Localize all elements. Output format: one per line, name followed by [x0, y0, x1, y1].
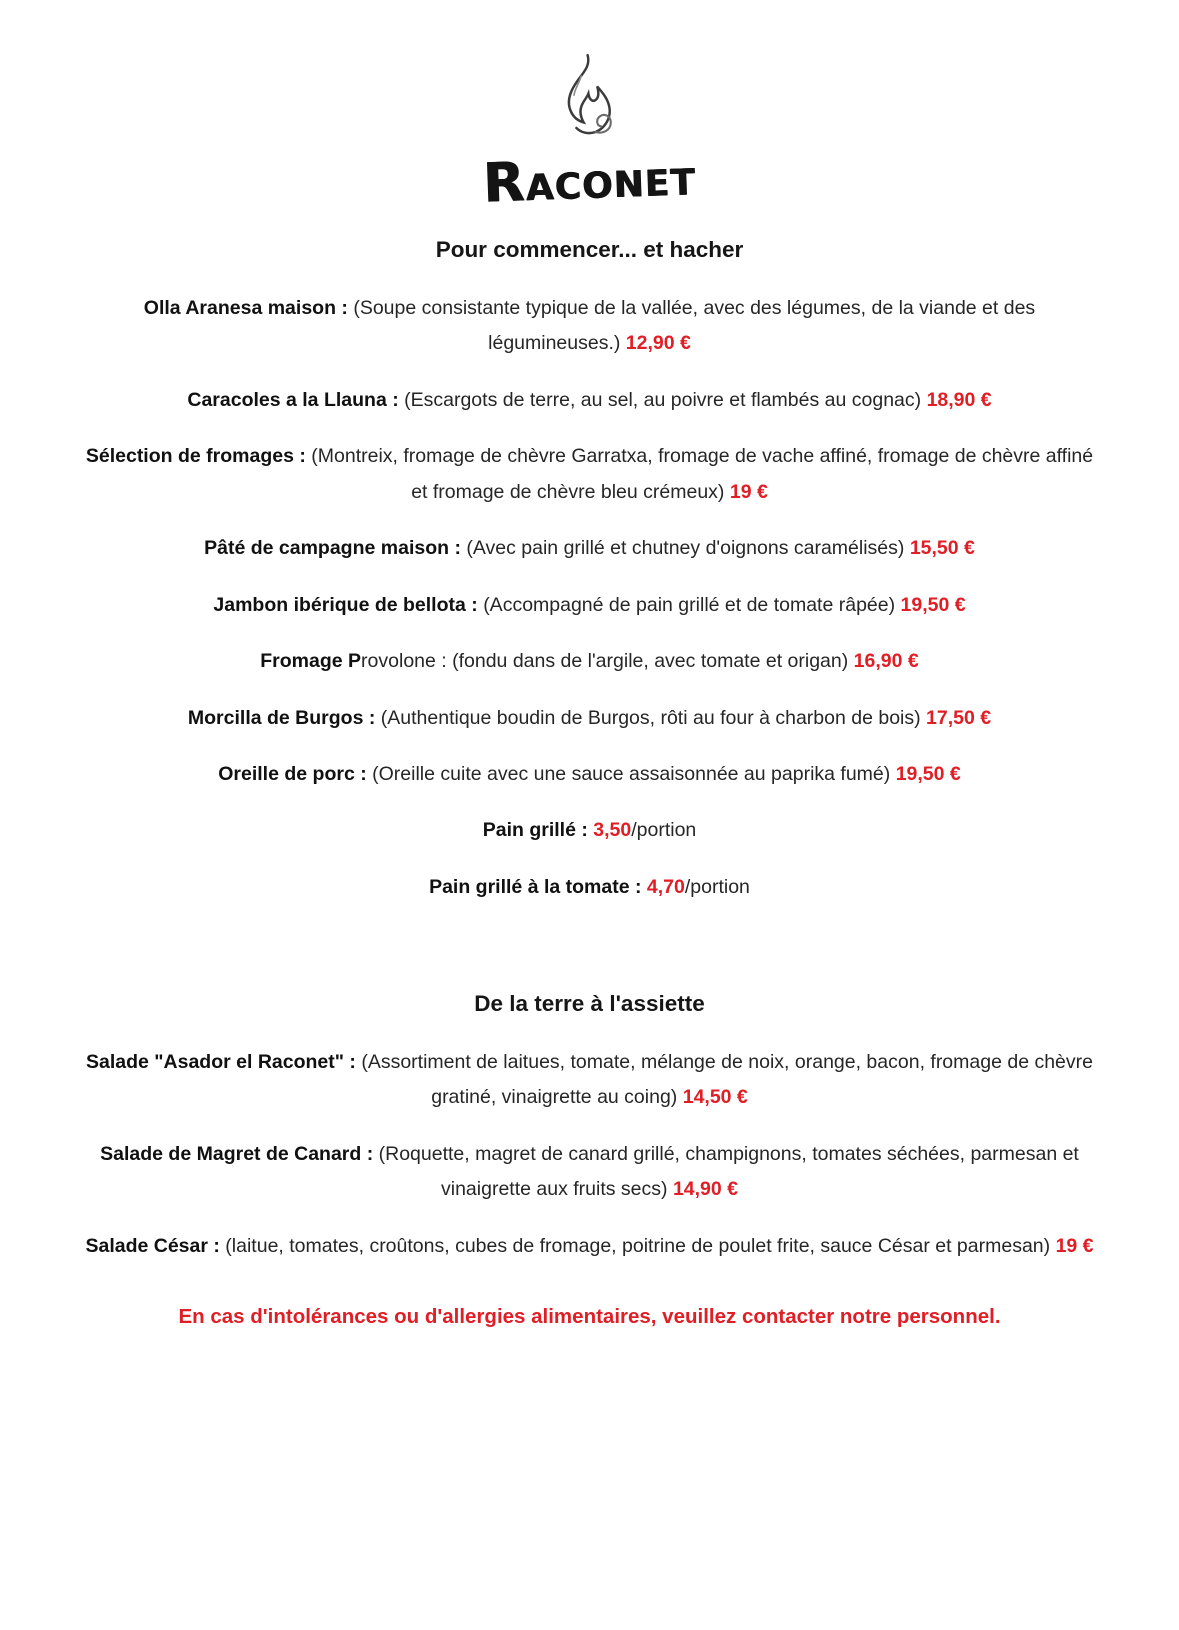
item-name: Caracoles a la Llauna : [187, 388, 399, 411]
item-name: Pain grillé : [482, 819, 588, 842]
item-price: 18,90 € [926, 388, 992, 411]
item-description: (Oreille cuite avec une sauce assaisonnée au paprika fumé) [372, 763, 891, 785]
menu-section [80, 235, 1100, 905]
menu-item [80, 757, 1100, 792]
item-name: Morcilla de Burgos : [187, 706, 376, 729]
item-description: (Montreix, fromage de chèvre Garratxa, fromage de vache affiné, fromage de chèvre affiné et fromage de chèvre bleu crémeux) [311, 445, 1094, 503]
item-description: (Avec pain grillé et chutney d'oignons caramélisés) [466, 537, 905, 560]
section-title: De la terre à l'assiette [474, 991, 705, 1017]
item-name: Sélection de fromages : [85, 445, 306, 468]
item-name: Oreille de porc : [218, 763, 367, 785]
item-description: (Authentique boudin de Burgos, rôti au four à charbon de bois) [380, 706, 921, 729]
item-description: (Roquette, magret de canard grillé, champignons, tomates séchées, parmesan et vinaigrette aux fruits secs) [378, 1142, 1079, 1201]
menu-page [80, 0, 1100, 1333]
menu-item [80, 531, 1100, 566]
item-description: (Soupe consistante typique de la vallée, avec des légumes, de la viande et des légumineuses.) [353, 296, 1036, 355]
item-name: Salade de Magret de Canard : [100, 1142, 374, 1165]
item-price: 19 € [1055, 1234, 1094, 1257]
item-name: Salade "Asador el Raconet" : [86, 1050, 356, 1073]
item-price: 16,90 € [853, 650, 919, 673]
menu-item [80, 291, 1100, 362]
menu-section [80, 989, 1100, 1264]
item-price: 19,50 € [900, 593, 966, 616]
item-description: (fondu dans de l'argile, avec tomate et origan) [452, 650, 849, 673]
item-price: 15,50 € [909, 537, 975, 560]
item-name: Pâté de campagne maison : [204, 537, 461, 560]
menu-item [80, 1045, 1100, 1116]
item-name: Pain grillé à la tomate : [429, 875, 642, 898]
item-price: 14,50 € [682, 1086, 748, 1109]
item-name: Fromage P [260, 650, 362, 673]
item-price-suffix: /portion [631, 819, 697, 842]
menu-item [80, 588, 1100, 623]
menu-item [80, 1229, 1100, 1264]
item-price: 17,50 € [926, 706, 992, 729]
item-description: (Assortiment de laitues, tomate, mélange de noix, orange, bacon, fromage de chèvre gratiné, vinaigrette au coing) [361, 1050, 1093, 1109]
brand-name: RACONET [482, 150, 697, 215]
item-price: 4,70 [646, 875, 685, 898]
menu-item [80, 701, 1100, 736]
allergy-notice: En cas d'intolérances ou d'allergies alimentaires, veuillez contacter notre personnel. [178, 1305, 1001, 1329]
item-price: 19,50 € [895, 763, 961, 785]
item-description: (Escargots de terre, au sel, au poivre et flambés au cognac) [404, 388, 922, 411]
item-price: 19 € [729, 480, 768, 503]
item-price: 3,50 [593, 819, 632, 842]
item-description: (Accompagné de pain grillé et de tomate râpée) [483, 593, 896, 616]
item-name: Salade César : [85, 1234, 220, 1257]
flame-icon [543, 52, 637, 156]
item-price: 12,90 € [625, 332, 691, 355]
menu-item [80, 813, 1100, 848]
menu-item [80, 439, 1100, 510]
item-name-continuation: rovolone : [361, 650, 447, 673]
section-title: Pour commencer... et hacher [435, 237, 744, 263]
item-name: Olla Aranesa maison : [143, 296, 348, 319]
menu-item [80, 644, 1100, 679]
item-price-suffix: /portion [684, 875, 750, 898]
item-price: 14,90 € [672, 1178, 738, 1201]
menu-item [80, 383, 1100, 418]
menu-item [80, 1137, 1100, 1208]
menu-item [80, 870, 1100, 905]
item-description: (laitue, tomates, croûtons, cubes de fromage, poitrine de poulet frite, sauce César et parmesan) [225, 1234, 1051, 1257]
menu-sections [80, 235, 1100, 1264]
item-name: Jambon ibérique de bellota : [213, 593, 478, 616]
restaurant-logo [80, 52, 1100, 215]
